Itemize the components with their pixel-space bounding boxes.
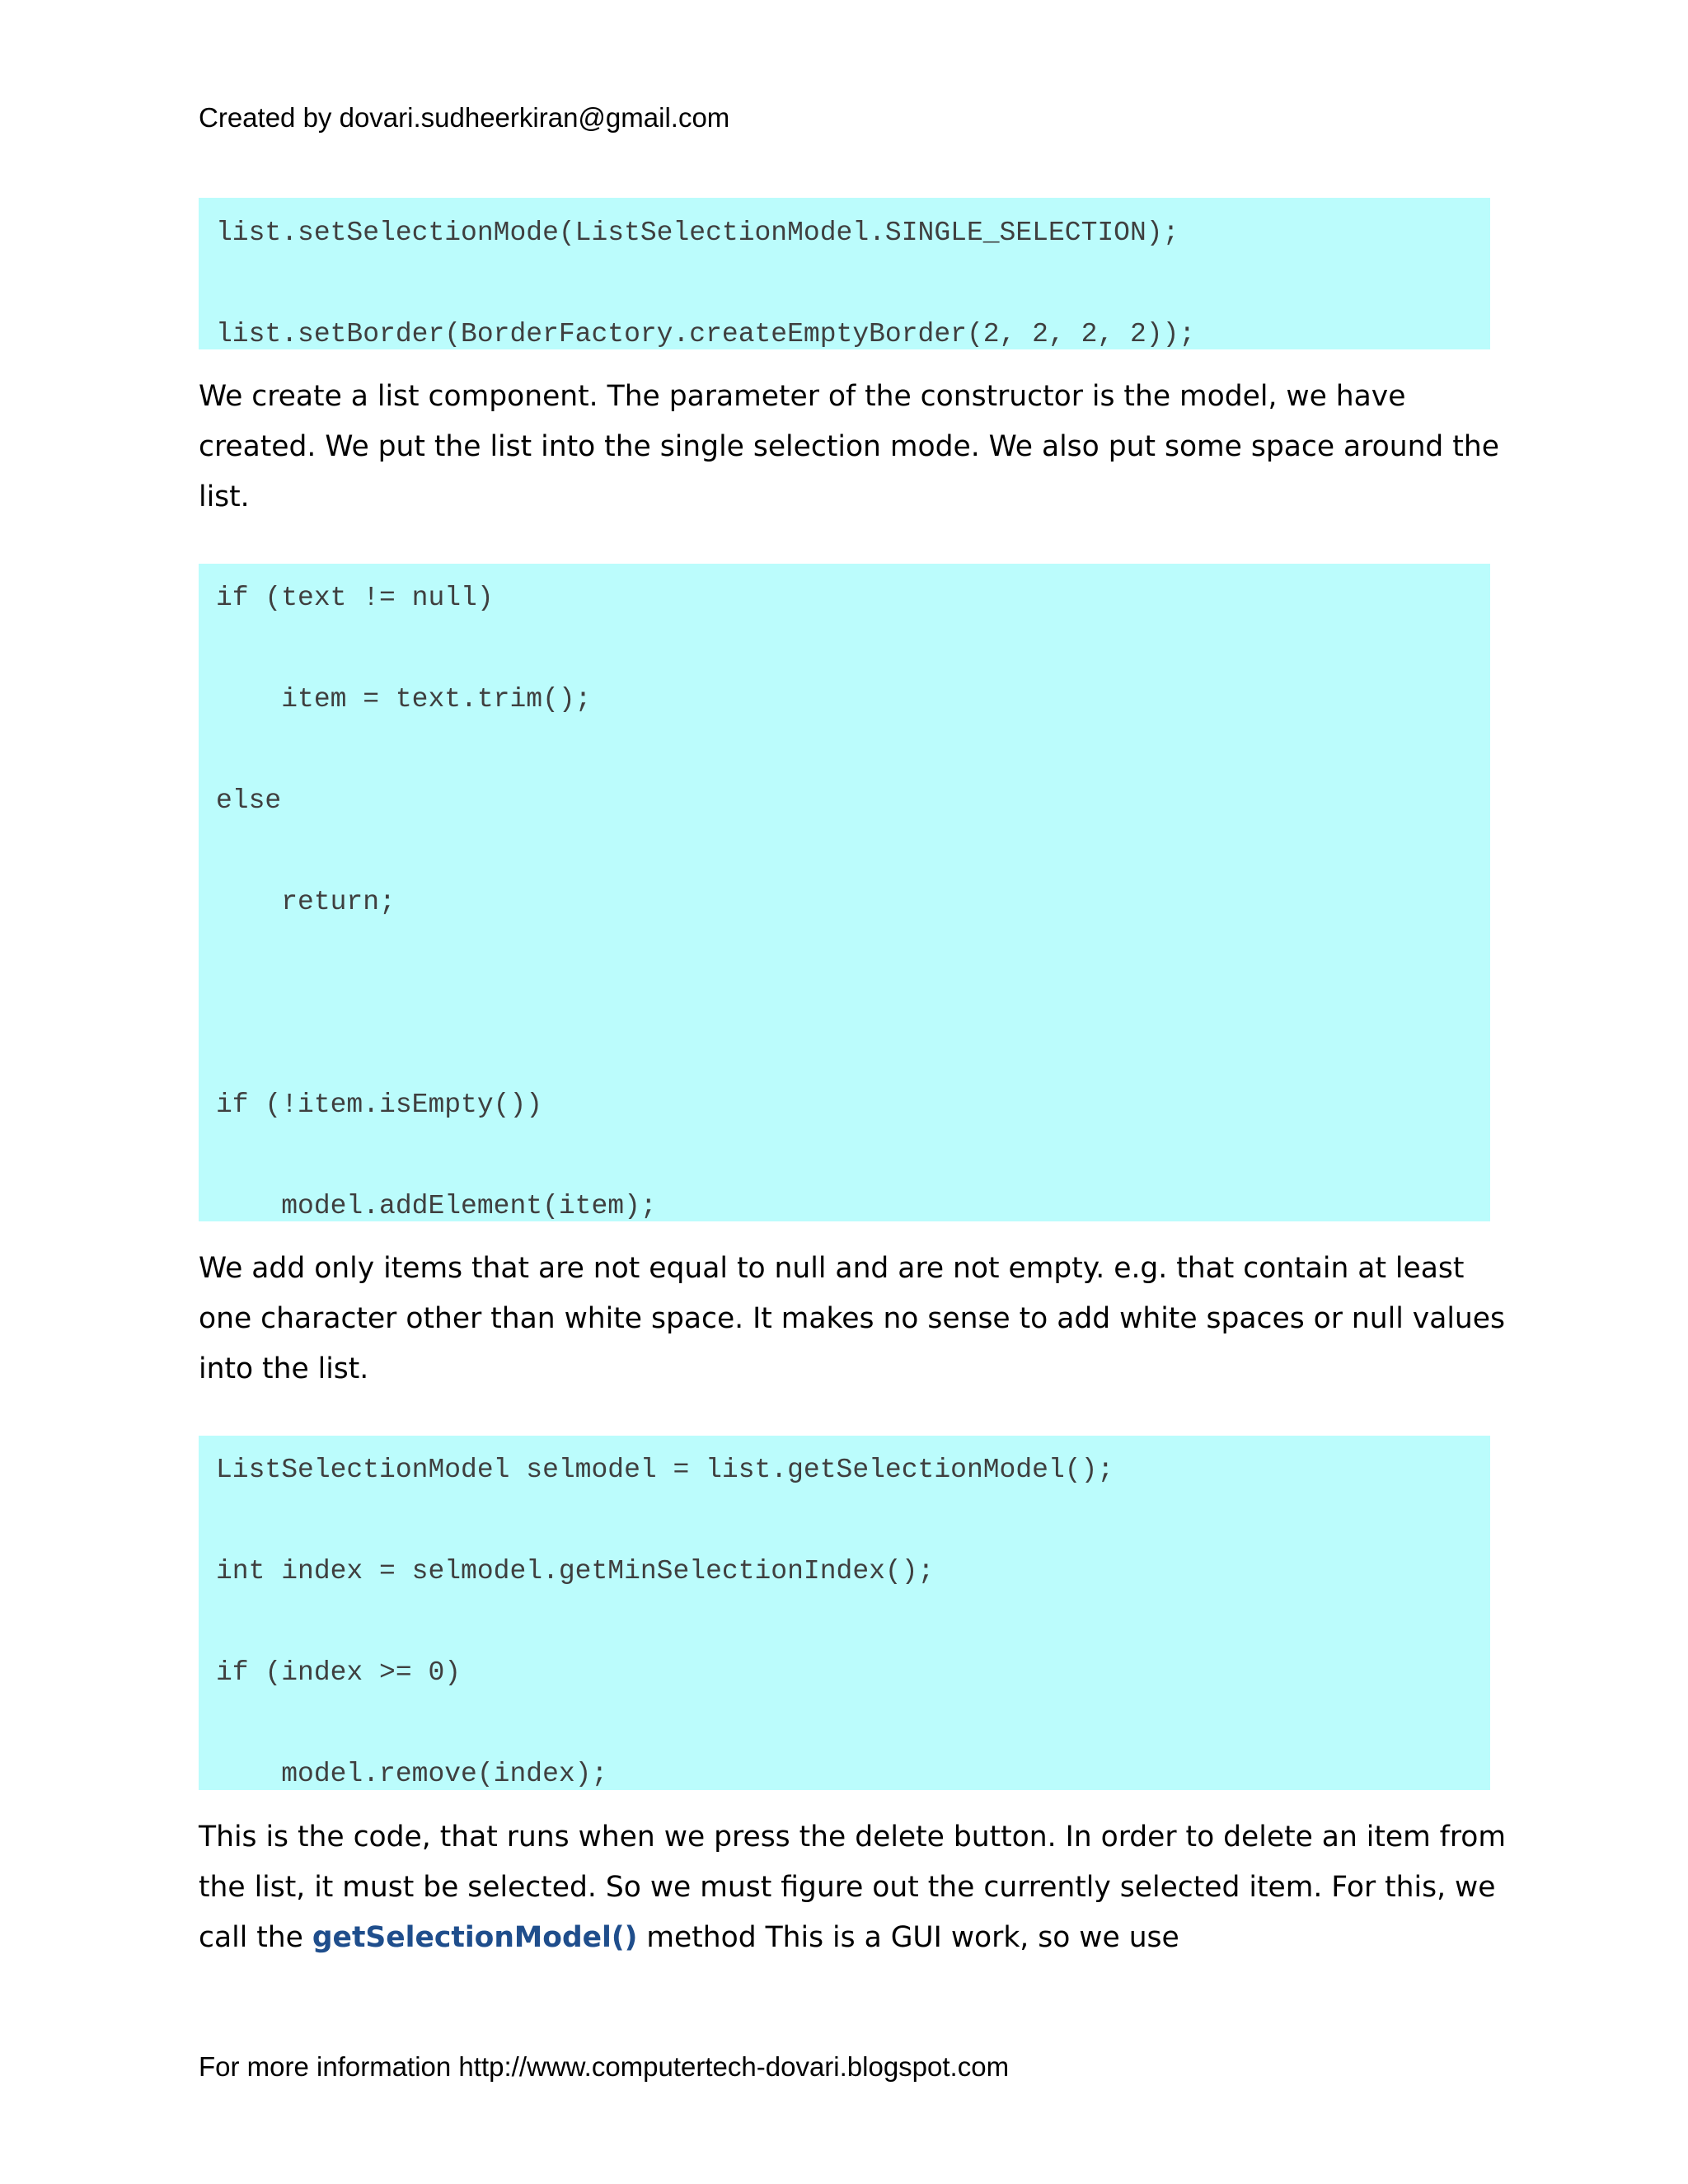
line-suffix: method This is a GUI work, so we use bbox=[637, 1921, 1179, 1954]
code-line: int index = selmodel.getMinSelectionIndex(); bbox=[216, 1556, 935, 1586]
code-line: if (index >= 0) bbox=[216, 1657, 462, 1688]
code-block-list-setup bbox=[199, 198, 1490, 349]
paragraph-line: into the list. bbox=[199, 1352, 369, 1385]
code-line: else bbox=[216, 785, 282, 816]
code-line: if (!item.isEmpty()) bbox=[216, 1090, 543, 1120]
paragraph-line: list. bbox=[199, 480, 250, 513]
paragraph-add-description bbox=[199, 1244, 1505, 1394]
paragraph-line: created. We put the list into the single selection mode. We also put some space around the bbox=[199, 430, 1499, 463]
code-block-add-item bbox=[199, 564, 1490, 1221]
paragraph-line-with-method bbox=[199, 1913, 1501, 1963]
code-line: if (text != null) bbox=[216, 583, 494, 613]
code-line: model.remove(index); bbox=[216, 1759, 608, 1789]
code-line: ListSelectionModel selmodel = list.getSelectionModel(); bbox=[216, 1455, 1114, 1485]
line-prefix: call the bbox=[199, 1921, 312, 1954]
paragraph-line: We create a list component. The parameter of the constructor is the model, we have bbox=[199, 380, 1406, 413]
paragraph-delete-description bbox=[199, 1812, 1506, 1963]
code-line: model.addElement(item); bbox=[216, 1191, 657, 1221]
code-line: return; bbox=[216, 887, 396, 917]
code-line: list.setBorder(BorderFactory.createEmptyBorder(2, 2, 2, 2)); bbox=[216, 319, 1196, 349]
paragraph-line: This is the code, that runs when we press the delete button. In order to delete an item from bbox=[199, 1821, 1506, 1854]
paragraph-list-description bbox=[199, 372, 1501, 523]
code-block-remove-item bbox=[199, 1436, 1490, 1790]
code-line: item = text.trim(); bbox=[216, 684, 592, 715]
paragraph-line: the list, it must be selected. So we must figure out the currently selected item. For this, we bbox=[199, 1871, 1496, 1904]
paragraph-line: We add only items that are not equal to null and are not empty. e.g. that contain at least bbox=[199, 1252, 1465, 1285]
page-header: Created by dovari.sudheerkiran@gmail.com bbox=[199, 102, 730, 133]
paragraph-line: one character other than white space. It makes no sense to add white spaces or null values bbox=[199, 1302, 1505, 1335]
code-line: list.setSelectionMode(ListSelectionModel.SINGLE_SELECTION); bbox=[216, 218, 1179, 248]
page-footer: For more information http://www.computertech-dovari.blogspot.com bbox=[199, 2051, 1010, 2082]
method-reference: getSelectionModel() bbox=[312, 1921, 638, 1954]
